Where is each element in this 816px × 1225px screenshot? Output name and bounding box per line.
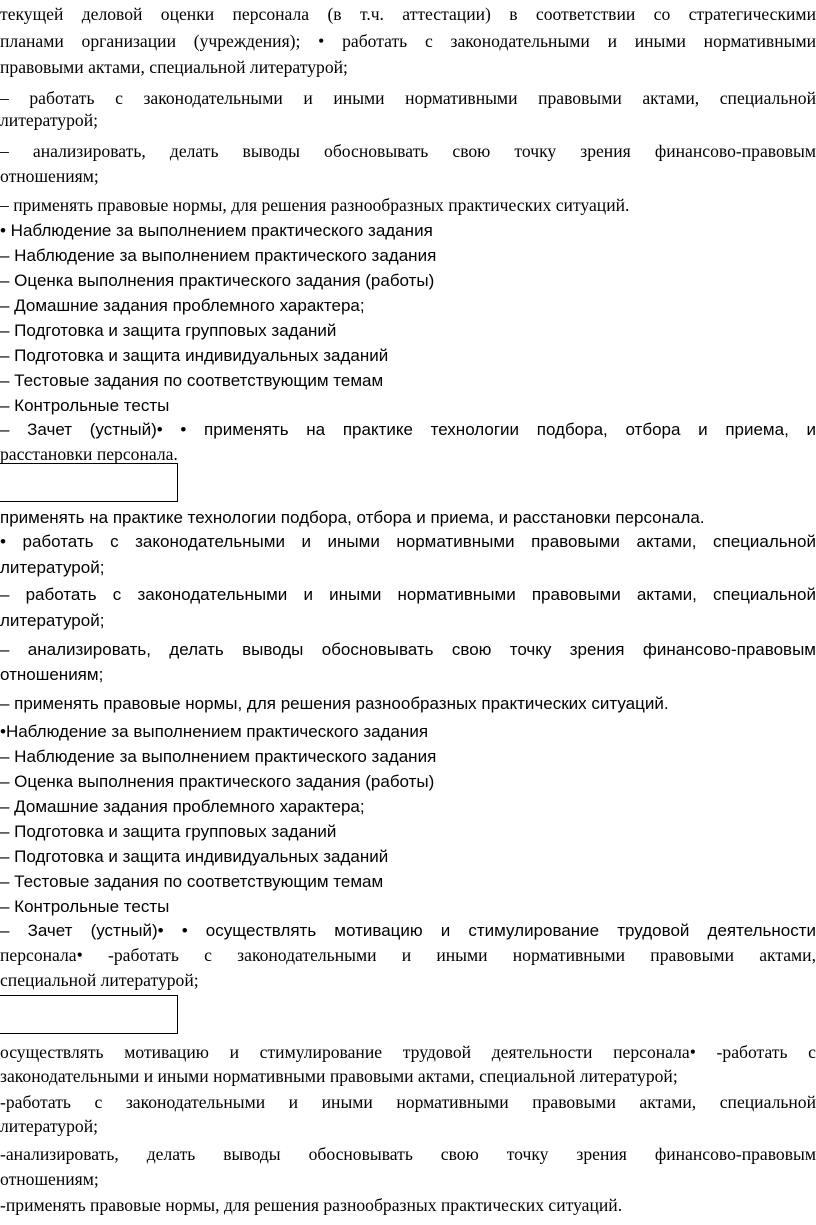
- text-line: • работать с законодательными и иными нормативными правовыми актами, специальной: [0, 532, 816, 551]
- text-line: расстановки персонала.: [0, 444, 178, 464]
- text-line: -работать с законодательными и иными нормативными правовыми актами, специальной: [0, 1092, 816, 1112]
- list-item: – Тестовые задания по соответствующим темам: [0, 872, 384, 891]
- list-item: – Оценка выполнения практического задания (работы): [0, 772, 435, 791]
- text-line: отношениям;: [0, 665, 104, 684]
- list-item: – Контрольные тесты: [0, 396, 170, 415]
- list-item: • Наблюдение за выполнением практического задания: [0, 221, 433, 240]
- text-line: – анализировать, делать выводы обосновывать свою точку зрения финансово-правовым: [0, 141, 816, 161]
- empty-table-cell: [0, 995, 178, 1034]
- list-item: – Наблюдение за выполнением практического задания: [0, 747, 437, 766]
- text-line: литературой;: [0, 110, 98, 130]
- list-item: – Тестовые задания по соответствующим темам: [0, 371, 384, 390]
- text-line: – применять правовые нормы, для решения разнообразных практических ситуаций.: [0, 195, 630, 215]
- text-line: -применять правовые нормы, для решения разнообразных практических ситуаций.: [0, 1195, 623, 1215]
- text-line: – работать с законодательными и иными нормативными правовыми актами, специальной: [0, 88, 816, 108]
- text-line: специальной литературой;: [0, 970, 199, 990]
- list-item: – Подготовка и защита групповых заданий: [0, 321, 337, 340]
- text-line: литературой;: [0, 1116, 98, 1136]
- text-line: отношениям;: [0, 166, 99, 186]
- list-item: – Оценка выполнения практического задания (работы): [0, 271, 435, 290]
- text-line: законодательными и иными нормативными правовыми актами, специальной литературой;: [0, 1066, 678, 1086]
- text-line: планами организации (учреждения); • работать с законодательными и иными нормативными: [0, 31, 816, 51]
- text-line: – работать с законодательными и иными нормативными правовыми актами, специальной: [0, 585, 816, 604]
- list-item: – Зачет (устный)• • осуществлять мотивацию и стимулирование трудовой деятельности: [0, 921, 816, 940]
- text-line: текущей деловой оценки персонала (в т.ч. аттестации) в соответствии со стратегическими: [0, 4, 816, 24]
- text-line: -анализировать, делать выводы обосновывать свою точку зрения финансово-правовым: [0, 1144, 816, 1164]
- list-item: – Контрольные тесты: [0, 897, 170, 916]
- list-item: – Наблюдение за выполнением практического задания: [0, 246, 437, 265]
- text-line: правовыми актами, специальной литературой;: [0, 57, 348, 77]
- text-line: осуществлять мотивацию и стимулирование трудовой деятельности персонала• -работать с: [0, 1042, 816, 1062]
- text-line: литературой;: [0, 611, 105, 630]
- empty-table-cell: [0, 463, 178, 502]
- list-item: – Подготовка и защита групповых заданий: [0, 822, 337, 841]
- text-line: применять на практике технологии подбора, отбора и приема, и расстановки персонала.: [0, 508, 705, 527]
- list-item: – Домашние задания проблемного характера;: [0, 296, 365, 315]
- text-line: литературой;: [0, 558, 105, 577]
- list-item: – Домашние задания проблемного характера;: [0, 797, 365, 816]
- text-line: – анализировать, делать выводы обосновывать свою точку зрения финансово-правовым: [0, 640, 816, 659]
- text-line: – применять правовые нормы, для решения разнообразных практических ситуаций.: [0, 694, 669, 713]
- text-line: отношениям;: [0, 1169, 99, 1189]
- list-item: – Подготовка и защита индивидуальных заданий: [0, 847, 389, 866]
- list-item: – Зачет (устный)• • применять на практике технологии подбора, отбора и приема, и: [0, 420, 816, 439]
- list-item: •Наблюдение за выполнением практического задания: [0, 722, 429, 741]
- text-line: персонала• -работать с законодательными и иными нормативными правовыми актами,: [0, 945, 816, 965]
- list-item: – Подготовка и защита индивидуальных заданий: [0, 346, 389, 365]
